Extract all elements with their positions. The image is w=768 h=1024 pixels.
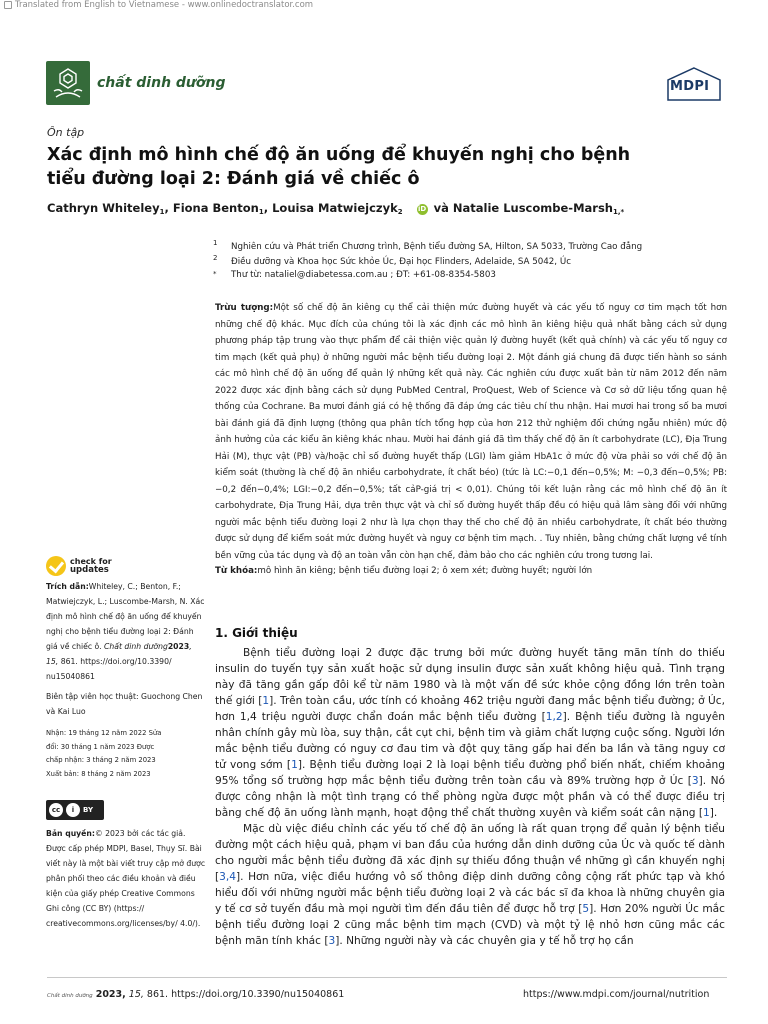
abstract-text: Một số chế độ ăn kiêng cụ thể cải thiện mức đường huyết và các yếu tố nguy cơ tim mạch tốt hơn những chế độ khác. Mục đích của chúng tôi là xác định các mô hình ăn kiêng hiệu quả nhất bằng cách sử dụng phương pháp tập trung vào thực phẩm để cải thiện việc quản lý đường huyết (kết quả chính) và các yếu tố nguy cơ tim mạch (kết quả phụ) ở những người mắc bệnh tiểu đường loại 2. Một đánh giá chung đã được tiến hành so sánh các mô hình chế độ ăn uống để quản lý những kết quả này. Các nghiên cứu được xuất bản từ năm 2012 đến năm 2022 được xác định bằng cách sử dụng PubMed Central, ProQuest, Web of Science và Cơ sở dữ liệu tổng quan hệ thống của Cochrane. Ba mươi đánh giá có hệ thống đã đáp ứng các tiêu chí thu nhận. Hai mươi hai trong số ba mươi bài đánh giá đã định lượng (thông qua phân tích tổng hợp của hơn 212 thử nghiệm đối chứng ngẫu nhiên) mức độ ảnh hưởng của các kiểu ăn kiêng khác nhau. Mười hai đánh giá đã tìm thấy chế độ ăn ít carbohydrate (LC), Địa Trung Hải (M), thực vật (PB) và/hoặc chỉ số đường huyết thấp (LGI) làm giảm HbA1c ở mức độ vừa phải so với chế độ ăn kiểm soát (thường là chế độ ăn nhiều carbohydrate, ít chất béo) (tức là LC:−0,1 đến−0,5%; M: −0,3 đến−0,5%; PB: −0,2 đến−0,4%; LGI:−0,2 đến−0,5%; tất cảP-giá trị < 0,01). Chúng tôi kết luận rằng các mô hình chế độ ăn ít carbohydrate, Địa Trung Hải, dựa trên thực vật và chỉ số đường huyết thấp đều có hiệu quả lâm sàng đối với những người mắc bệnh tiểu đường loại 2 như là lựa chọn thay thế cho chế độ ăn nhiều carbohydrate, ít chất béo thường được sử dụng để kiểm soát mức đường huyết và nguy cơ bệnh tim mạch. . Tuy nhiên, bằng chứng chất lượng về tính bền vững của tác dụng và độ an toàn vẫn còn hạn chế, đảm bảo cho các nghiên cứu trong tương lai. — [215, 303, 727, 561]
author-affil: 1,* — [612, 208, 625, 216]
author-list: Cathryn Whiteley$^1$, Fiona Benton$^1$, Louisa Matwiejczyk$^2$ iD và Natalie Luscombe-Marsh$^{1,*}$ — [47, 201, 625, 216]
abstract — [215, 300, 727, 564]
author-name[interactable]: Cathryn Whiteley — [47, 201, 160, 215]
orcid-icon[interactable]: iD — [418, 205, 427, 213]
keywords — [215, 566, 727, 576]
article-title: Xác định mô hình chế độ ăn uống để khuyến nghị cho bệnh tiểu đường loại 2: Đánh giá về chiếc ô — [47, 145, 631, 189]
keywords-label: Từ khóa: — [215, 566, 258, 576]
cc-by-license-badge[interactable]: cc i BY — [46, 800, 104, 820]
citation-link[interactable]: 5 — [582, 903, 590, 915]
affiliation-2: 2 Điều dưỡng và Khoa học Sức khỏe Úc, Đại học Flinders, Adelaide, SA 5042, Úc — [213, 254, 571, 267]
author-affil: 1 — [159, 208, 165, 216]
journal-url-link[interactable]: https://www.mdpi.com/journal/nutrition — [523, 989, 710, 1000]
footer-doi-link[interactable]: 861. https://doi.org/10.3390/nu15040861 — [143, 989, 345, 1000]
check-for-updates-badge[interactable]: check for updates — [46, 556, 112, 576]
citation-link[interactable]: 1 — [703, 807, 710, 819]
citation-link[interactable]: 3 — [691, 775, 699, 787]
abstract-label: Trừu tượng: — [215, 303, 274, 313]
citation-link[interactable]: 3,4 — [219, 871, 236, 883]
body-text — [215, 645, 725, 949]
author-affil: 2 — [397, 208, 403, 216]
paragraph: Mặc dù việc điều chỉnh các yếu tố chế độ ăn uống là rất quan trọng để quản lý bệnh tiểu đường một cách hiệu quả, phạm vi ban đầu của hướng dẫn dinh dưỡng của Úc và quốc tế dành cho người mắc bệnh tiểu đường đã xác định sự thiếu đồng thuận về những gì cần khuyến nghị [3,4]. Hơn nữa, việc điều hướng vô số thông điệp dinh dưỡng công cộng rất phức tạp và khó hiểu đối với những người mắc bệnh tiểu đường loại 2 và các bác sĩ đa khoa là những chuyên gia y tế cơ sở tuyến đầu mà mọi người tìm đến đầu tiên để được hỗ trợ [5]. Hơn 20% người Úc mắc bệnh tiểu đường loại 2 cũng mắc bệnh tim mạch (CVD) và một tỷ lệ nhỏ hơn cũng mắc các bệnh mãn tính khác [3]. Những người này và các chuyên gia y tế hỗ trợ họ cần — [215, 823, 725, 947]
citation-block: Trích dẫn:Whiteley, C.; Benton, F.; Matwiejczyk, L.; Luscombe-Marsh, N. Xác định mô hình chế độ ăn uống để khuyến nghị cho bệnh tiểu đường loại 2: Đánh giá về chiếc ô. Chất dinh dưỡng2023, 15, 861. https://doi.org/10.3390/ nu15040861 — [46, 582, 205, 681]
citation-doi-link[interactable]: 861. https://doi.org/10.3390/ nu15040861 — [46, 657, 172, 681]
academic-editors: Biên tập viên học thuật: Guochong Chen và Kai Luo — [46, 692, 203, 716]
correspondence: * Thư từ: nataliel@diabetessa.com.au ; ĐT: +61-08-8354-5803 — [213, 270, 496, 280]
author-affil: 1 — [258, 208, 264, 216]
publication-dates: Nhận: 19 tháng 12 năm 2022 Sửa đổi: 30 tháng 1 năm 2023 Được chấp nhận: 3 tháng 2 năm 2023 Xuất bản: 8 tháng 2 năm 2023 — [46, 729, 162, 778]
section-heading: 1. Giới thiệu — [215, 626, 298, 640]
footer-divider — [47, 977, 727, 978]
cc-icon: cc — [49, 803, 63, 817]
translation-banner[interactable] — [4, 0, 313, 10]
attribution-icon: i — [66, 803, 80, 817]
article-type: Ôn tập — [47, 126, 85, 139]
wheat-icon — [46, 61, 90, 105]
citation-link[interactable]: 3 — [328, 935, 336, 947]
citation-link[interactable]: 1,2 — [545, 711, 563, 723]
citation-link[interactable]: 1 — [262, 695, 270, 707]
keywords-text: mô hình ăn kiêng; bệnh tiểu đường loại 2; ô xem xét; đường huyết; người lớn — [257, 566, 593, 576]
affiliation-1: 1 Nghiên cứu và Phát triển Chương trình, Bệnh tiểu đường SA, Hilton, SA 5033, Trường Cao đẳng — [213, 239, 643, 252]
journal-logo — [46, 61, 90, 105]
author-name[interactable]: Fiona Benton — [172, 201, 259, 215]
journal-name: chất dinh dưỡng — [97, 75, 226, 91]
author-name[interactable]: Louisa Matwiejczyk — [272, 201, 398, 215]
copyright-block: Bản quyền:© 2023 bởi các tác giả. Được cấp phép MDPI, Basel, Thụy Sĩ. Bài viết này là một bài viết truy cập mở được phân phối theo các điều khoản và điều kiện của giấy phép Creative Commons Ghi công (CC BY) (https:// creativecommons.org/licenses/by/ 4.0/). — [46, 829, 206, 928]
paragraph: Bệnh tiểu đường loại 2 được đặc trưng bởi mức đường huyết tăng mãn tính do thiếu insulin do tuyến tụy sản xuất hoặc sử dụng insulin được sản xuất không hiệu quả. Tình trạng này đã tăng gần gấp đôi kể từ năm 1980 và là một vấn đề sức khỏe cộng đồng lớn trên toàn thế giới [1]. Trên toàn cầu, ước tính có khoảng 462 triệu người đang mắc bệnh tiểu đường; ở Úc, hơn 1,4 triệu người được chẩn đoán mắc bệnh tiểu đường [1,2]. Bệnh tiểu đường là nguyên nhân chính gây mù lòa, suy thận, cắt cụt chi, bệnh tim và giảm chất lượng cuộc sống. Người lớn mắc bệnh tiểu đường có nguy cơ đau tim và đột quỵ tăng gấp hai đến ba lần và tăng nguy cơ tử vong sớm [1]. Bệnh tiểu đường loại 2 là loại bệnh tiểu đường phổ biến nhất, chiếm khoảng 95% tổng số trường hợp mắc bệnh tiểu đường trên toàn cầu và 89% trường hợp ở Úc [3]. Nó được công nhận là một tình trạng có thể phòng ngừa được một phần và có thể được điều trị bằng chế độ ăn uống lành mạnh, hoạt động thể chất thường xuyên và kiểm soát cân nặng [1]. — [215, 647, 725, 819]
publisher-logo-text: MDPI — [670, 79, 710, 94]
translate-icon — [4, 1, 12, 9]
banner-text: Translated from English to Vietnamese - www.onlinedoctranslator.com — [15, 0, 314, 10]
author-name[interactable]: và Natalie Luscombe-Marsh — [433, 201, 613, 215]
footer-citation: Chất dinh dưỡng 2023, 15, 861. https://doi.org/10.3390/nu15040861 — [47, 989, 345, 1000]
citation-link[interactable]: 1 — [291, 759, 298, 771]
checkmark-icon — [46, 556, 66, 576]
